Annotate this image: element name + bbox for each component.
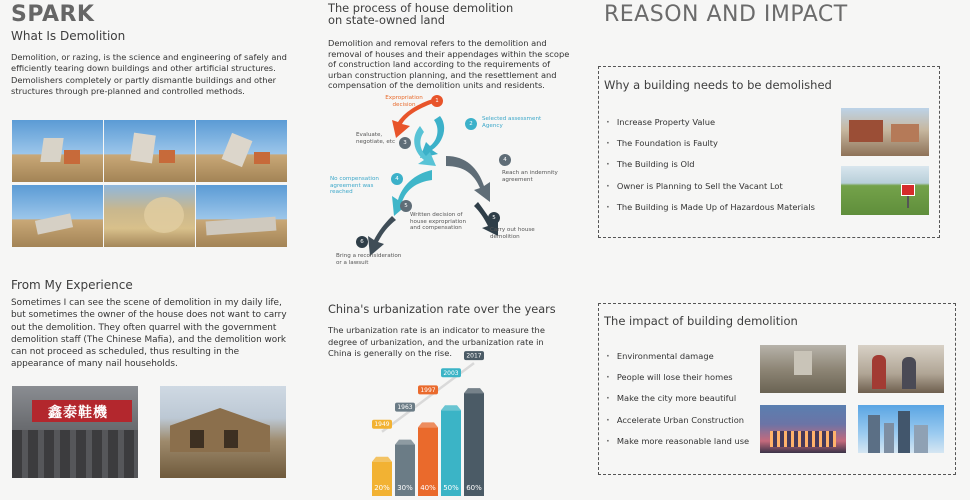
chart-bar-top: [418, 422, 438, 427]
demolished-site-photo: [841, 108, 929, 156]
chart-value-label: 40%: [420, 484, 436, 492]
demolition-photo: [12, 120, 103, 182]
step-label: Expropriation decision: [385, 95, 423, 108]
demolition-photo: [196, 185, 287, 247]
from-my-experience-heading: From My Experience: [11, 278, 133, 292]
chart-bar-top: [441, 405, 461, 410]
year-label: 1949: [374, 421, 390, 429]
urbanization-chart: [350, 352, 500, 498]
chart-bar-top: [395, 440, 415, 445]
rubble-photo: [760, 345, 846, 393]
demolition-photo: [12, 185, 103, 247]
chart-bar: [464, 393, 484, 496]
ruined-house-photo: [160, 386, 286, 478]
why-item: · The Foundation is Faulty: [606, 132, 836, 153]
chart-bar-top: [372, 457, 392, 462]
demolition-photo: [196, 120, 287, 182]
chart-value-label: 20%: [374, 484, 390, 492]
demolition-photo: [104, 185, 195, 247]
why-item: · The Building is Old: [606, 154, 836, 175]
year-label: 2017: [466, 352, 482, 360]
nail-household-photo: [12, 386, 138, 478]
process-text: Demolition and removal refers to the demolition and removal of houses and their appendages within the scope of construction land according to the requirements of urban construction planning, and the resettlement and compensation of the demolition units and residents.: [328, 38, 570, 91]
experience-text: Sometimes I can see the scene of demolition in my daily life, but sometimes the owner of the house does not want to carry out the demolition. They often quarrel with the government demolition staff (The Chinese Mafia), and the demolition work can not proceed as scheduled, thus resulting in the appearance of many nail households.: [11, 298, 287, 370]
reason-impact-title: REASON AND IMPACT: [604, 2, 848, 27]
urbanization-text: The urbanization rate is an indicator to measure the degree of urbanization, and the urbanization rate in China is generally on the rise.: [328, 325, 545, 359]
year-label: 1997: [420, 386, 436, 394]
impact-title: The impact of building demolition: [604, 314, 798, 328]
shop-sign: 鑫泰鞋機: [48, 405, 108, 421]
urbanization-title: China's urbanization rate over the years: [328, 303, 556, 316]
step-label: Carry out house demolition: [490, 227, 535, 240]
step-label: Bring a reconsideration or a lawsuit: [336, 253, 402, 266]
chart-bar-top: [464, 388, 484, 393]
step-label: Written decision of house expropriation and compensation: [410, 212, 466, 231]
chart-value-label: 30%: [397, 484, 413, 492]
impact-item: · People will lose their homes: [606, 366, 756, 387]
impact-list: [606, 345, 756, 451]
impact-item: · Environmental damage: [606, 345, 756, 366]
demolition-photo: [104, 120, 195, 182]
process-title: [328, 2, 513, 26]
step-number: 5: [401, 201, 411, 211]
step-label: Reach an indemnity agreement: [502, 170, 558, 183]
skyline-photo: [858, 405, 944, 453]
why-list: [606, 111, 836, 217]
city-night-photo: [760, 405, 846, 453]
step-number: 2: [466, 119, 476, 129]
demolition-photo-grid: [12, 120, 287, 247]
impact-item: · Accelerate Urban Construction: [606, 409, 756, 430]
why-item: · The Building is Made Up of Hazardous Materials: [606, 196, 836, 217]
step-number: 4: [500, 155, 510, 165]
year-label: 2003: [443, 369, 459, 377]
why-title: Why a building needs to be demolished: [604, 78, 832, 92]
step-number: 3: [400, 138, 410, 148]
chart-value-label: 60%: [466, 484, 482, 492]
demolition-definition: Demolition, or razing, is the science and engineering of safely and efficiently tearing down buildings and other artificial structures. Demolishers completely or partly dismantle buildings and other structures through pre-planned and controlled methods.: [11, 52, 287, 96]
step-number: 4: [392, 174, 402, 184]
impact-item: · Make the city more beautiful: [606, 388, 756, 409]
step-label: No compensation agreement was reached: [330, 176, 379, 195]
process-title-line-2: on state-owned land: [328, 13, 445, 27]
step-label: Evaluate, negotiate, etc: [356, 132, 396, 145]
displaced-people-photo: [858, 345, 944, 393]
chart-value-label: 50%: [443, 484, 459, 492]
year-label: 1963: [397, 404, 413, 412]
spark-title: SPARK: [11, 2, 95, 27]
why-item: · Increase Property Value: [606, 111, 836, 132]
why-item: · Owner is Planning to Sell the Vacant Lot: [606, 175, 836, 196]
process-title-line-1: The process of house demolition: [328, 1, 514, 15]
impact-item: · Make more reasonable land use: [606, 430, 756, 451]
step-label: Selected assessment Agency: [482, 116, 542, 129]
what-is-demolition-heading: What Is Demolition: [11, 29, 126, 43]
step-number: 6: [357, 237, 367, 247]
vacant-lot-photo: [841, 166, 929, 215]
step-number: 5: [489, 213, 499, 223]
step-number: 1: [432, 96, 442, 106]
